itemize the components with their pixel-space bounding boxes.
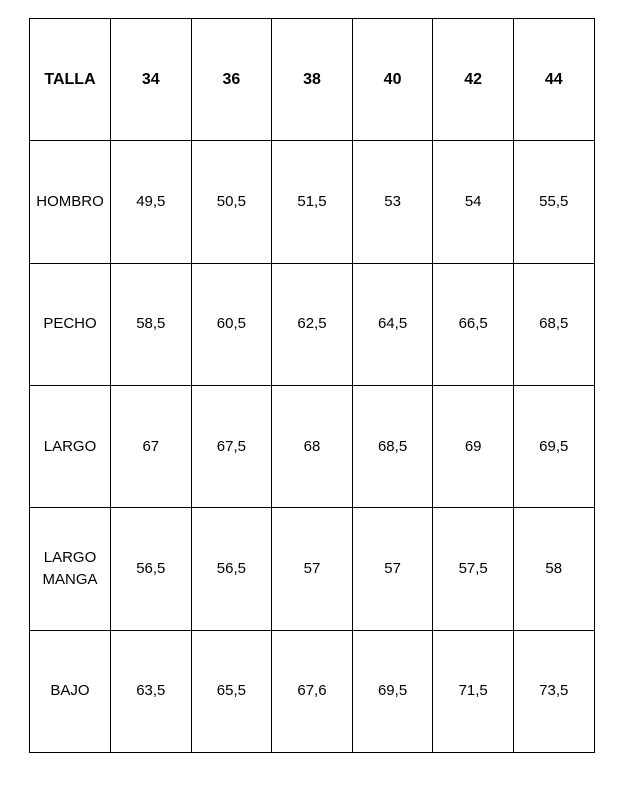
table-row <box>30 385 595 507</box>
row-label: BAJO <box>30 630 111 752</box>
header-cell-size: 36 <box>191 19 272 141</box>
table-cell: 65,5 <box>191 630 272 752</box>
header-cell-size: 38 <box>272 19 353 141</box>
table-cell: 50,5 <box>191 141 272 263</box>
table-cell: 51,5 <box>272 141 353 263</box>
table-cell: 55,5 <box>513 141 594 263</box>
table-cell: 69 <box>433 385 514 507</box>
table-cell: 63,5 <box>111 630 192 752</box>
table-cell: 68,5 <box>513 263 594 385</box>
table-row <box>30 630 595 752</box>
header-cell-talla: TALLA <box>30 19 111 141</box>
table-cell: 56,5 <box>111 508 192 630</box>
table-cell: 57 <box>272 508 353 630</box>
row-label: LARGO MANGA <box>30 508 111 630</box>
table-cell: 58,5 <box>111 263 192 385</box>
table-cell: 56,5 <box>191 508 272 630</box>
table-cell: 69,5 <box>352 630 433 752</box>
table-cell: 60,5 <box>191 263 272 385</box>
table-cell: 57,5 <box>433 508 514 630</box>
table-row <box>30 263 595 385</box>
table-row <box>30 141 595 263</box>
table-cell: 62,5 <box>272 263 353 385</box>
table-row <box>30 508 595 630</box>
table-cell: 54 <box>433 141 514 263</box>
table-cell: 66,5 <box>433 263 514 385</box>
header-row <box>30 19 595 141</box>
table-cell: 67,6 <box>272 630 353 752</box>
table-cell: 64,5 <box>352 263 433 385</box>
row-label: PECHO <box>30 263 111 385</box>
table-cell: 73,5 <box>513 630 594 752</box>
table-cell: 68 <box>272 385 353 507</box>
header-cell-size: 34 <box>111 19 192 141</box>
table-cell: 67,5 <box>191 385 272 507</box>
table-cell: 69,5 <box>513 385 594 507</box>
table-cell: 68,5 <box>352 385 433 507</box>
table-cell: 58 <box>513 508 594 630</box>
row-label: LARGO <box>30 385 111 507</box>
table-cell: 57 <box>352 508 433 630</box>
header-cell-size: 40 <box>352 19 433 141</box>
table-cell: 71,5 <box>433 630 514 752</box>
table-cell: 67 <box>111 385 192 507</box>
header-cell-size: 44 <box>513 19 594 141</box>
size-chart-table <box>29 18 595 753</box>
row-label: HOMBRO <box>30 141 111 263</box>
table-cell: 53 <box>352 141 433 263</box>
table-cell: 49,5 <box>111 141 192 263</box>
header-cell-size: 42 <box>433 19 514 141</box>
